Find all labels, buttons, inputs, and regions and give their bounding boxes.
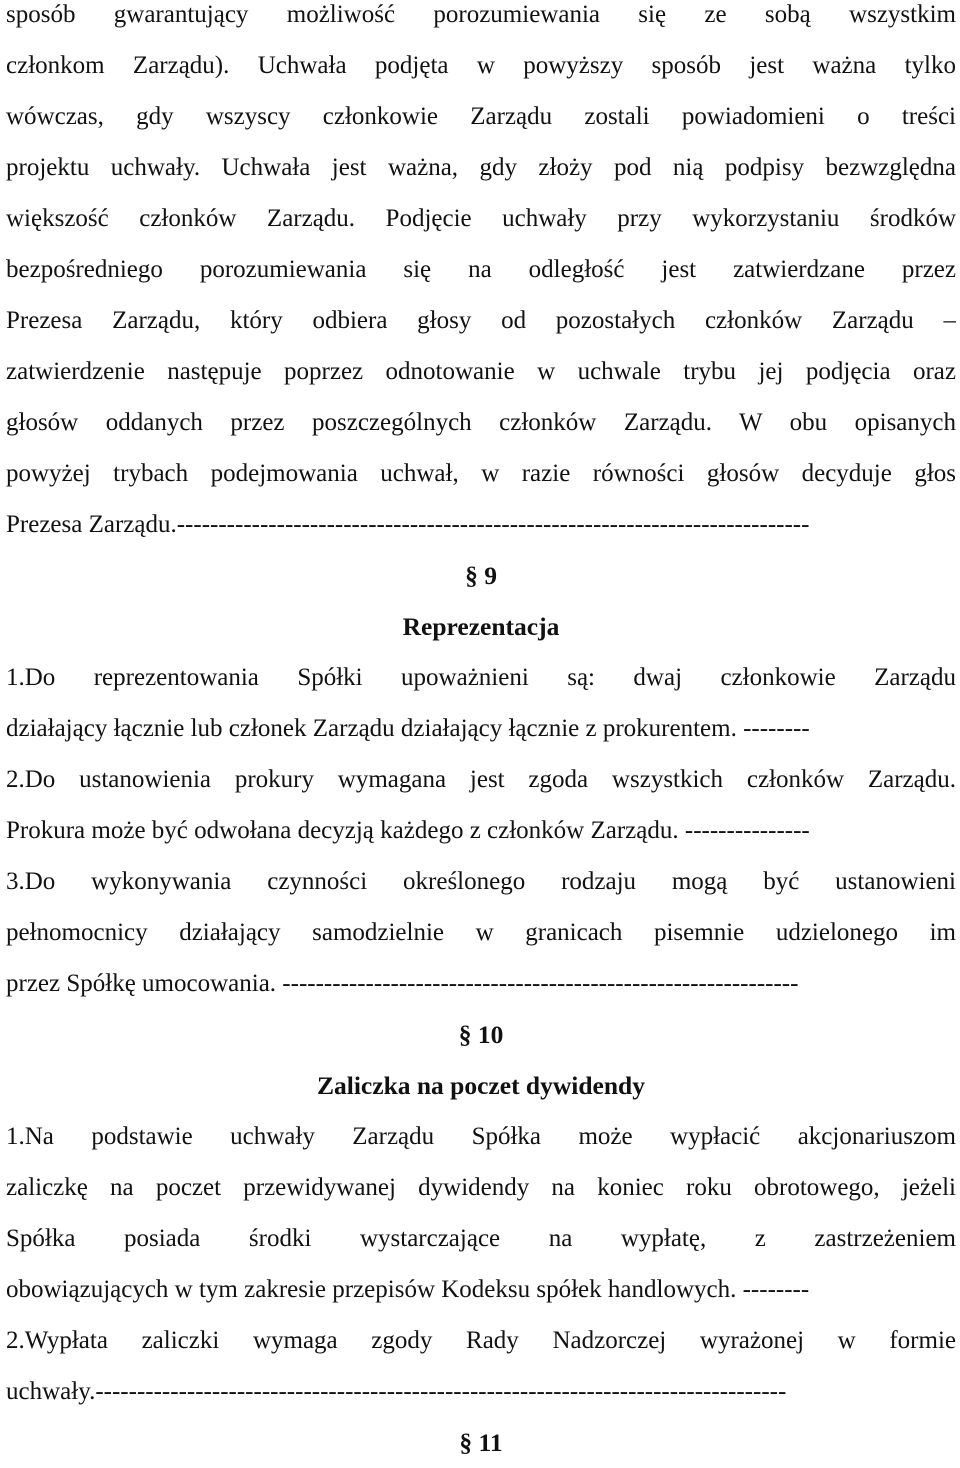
text-line: zaliczkę na poczet przewidywanej dywidendy na koniec roku obrotowego, jeżeli bbox=[6, 1174, 956, 1201]
text-line: 1.Na podstawie uchwały Zarządu Spółka może wypłacić akcjonariuszom bbox=[6, 1123, 956, 1150]
text-line: wówczas, gdy wszyscy członkowie Zarządu zostali powiadomieni o treści bbox=[6, 103, 956, 130]
text-line: projektu uchwały. Uchwała jest ważna, gdy złoży pod nią podpisy bezwzględna bbox=[6, 154, 956, 181]
text-line: powyżej trybach podejmowania uchwał, w razie równości głosów decyduje głos bbox=[6, 460, 956, 487]
text-line: 2.Wypłata zaliczki wymaga zgody Rady Nadzorczej wyrażonej w formie bbox=[6, 1327, 956, 1354]
text-line: 2.Do ustanowienia prokury wymagana jest zgoda wszystkich członków Zarządu. bbox=[6, 766, 956, 793]
text-line: bezpośredniego porozumiewania się na odległość jest zatwierdzane przez bbox=[6, 256, 956, 283]
text-line: głosów oddanych przez poszczególnych członków Zarządu. W obu opisanych bbox=[6, 409, 956, 436]
text-line: przez Spółkę umocowania. -------------------------------------------------------------- bbox=[6, 970, 799, 997]
text-line: większość członków Zarządu. Podjęcie uchwały przy wykorzystaniu środków bbox=[6, 205, 956, 232]
text-line: Prokura może być odwołana decyzją każdego z członków Zarządu. --------------- bbox=[6, 817, 810, 844]
text-line: członkom Zarządu). Uchwała podjęta w powyższy sposób jest ważna tylko bbox=[6, 52, 956, 79]
document-page bbox=[6, 0, 956, 1468]
section-number-11: § 11 bbox=[459, 1428, 503, 1457]
text-line: 1.Do reprezentowania Spółki upoważnieni są: dwaj członkowie Zarządu bbox=[6, 664, 956, 691]
text-line: zatwierdzenie następuje poprzez odnotowanie w uchwale trybu jej podjęcia oraz bbox=[6, 358, 956, 385]
text-line: 3.Do wykonywania czynności określonego rodzaju mogą być ustanowieni bbox=[6, 868, 956, 895]
section-number-10: § 10 bbox=[458, 1020, 504, 1049]
text-line: Spółka posiada środki wystarczające na wypłatę, z zastrzeżeniem bbox=[6, 1225, 956, 1252]
text-line: Prezesa Zarządu.---------------------------------------------------------------------------- bbox=[6, 511, 810, 538]
text-line: obowiązujących w tym zakresie przepisów Kodeksu spółek handlowych. -------- bbox=[6, 1276, 810, 1303]
section-heading-zaliczka: Zaliczka na poczet dywidendy bbox=[317, 1071, 645, 1100]
section-heading-reprezentacja: Reprezentacja bbox=[402, 612, 560, 641]
text-line: uchwały.----------------------------------------------------------------------------------- bbox=[6, 1378, 787, 1405]
section-number-9: § 9 bbox=[465, 561, 497, 590]
text-line: pełnomocnicy działający samodzielnie w granicach pisemnie udzielonego im bbox=[6, 919, 956, 946]
text-line: sposób gwarantujący możliwość porozumiewania się ze sobą wszystkim bbox=[6, 1, 956, 28]
text-line: działający łącznie lub członek Zarządu działający łącznie z prokurentem. -------- bbox=[6, 715, 810, 742]
text-line: Prezesa Zarządu, który odbiera głosy od pozostałych członków Zarządu – bbox=[6, 307, 956, 334]
